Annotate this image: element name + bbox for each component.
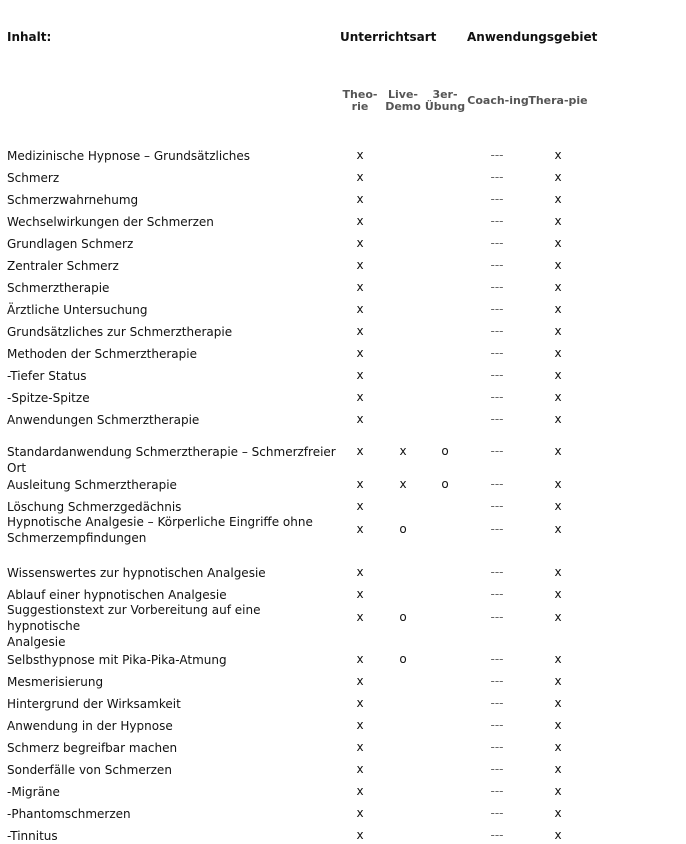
col-coaching-header: Coach-ing: [467, 94, 529, 107]
therapie-mark: x: [554, 444, 562, 458]
anwendungsgebiet-heading: Anwendungsgebiet: [467, 30, 598, 44]
unterrichtsart-heading: Unterrichtsart: [340, 30, 437, 44]
uebung-mark: o: [441, 477, 449, 491]
topic-line: -Migräne: [7, 785, 60, 799]
topic-line: Ablauf einer hypnotischen Analgesie: [7, 588, 227, 602]
theorie-mark: x: [356, 346, 364, 360]
topic-label: [7, 412, 337, 428]
coaching-mark: ---: [490, 784, 504, 798]
theorie-mark: x: [356, 258, 364, 272]
topic-label: [7, 477, 337, 493]
topic-label: [7, 828, 337, 844]
topic-line: Standardanwendung Schmerztherapie – Schmerzfreier Ort: [7, 445, 336, 475]
therapie-mark: x: [554, 806, 562, 820]
therapie-mark: x: [554, 148, 562, 162]
topic-line: Schmerzempfindungen: [7, 531, 147, 545]
topic-label: [7, 148, 337, 164]
theorie-mark: x: [356, 192, 364, 206]
coaching-mark: ---: [490, 236, 504, 250]
coaching-mark: ---: [490, 477, 504, 491]
therapie-mark: x: [554, 828, 562, 842]
topic-label: [7, 302, 337, 318]
therapie-mark: x: [554, 324, 562, 338]
topic-line: Schmerz: [7, 171, 60, 185]
topic-label: [7, 258, 337, 274]
col-uebung-line1: 3er-: [432, 88, 458, 101]
topic-label: [7, 368, 337, 384]
coaching-mark: ---: [490, 148, 504, 162]
theorie-mark: x: [356, 652, 364, 666]
therapie-mark: x: [554, 302, 562, 316]
topic-label: [7, 762, 337, 778]
therapie-mark: x: [554, 192, 562, 206]
live-demo-mark: o: [399, 652, 407, 666]
theorie-mark: x: [356, 762, 364, 776]
topic-line: Wissenswertes zur hypnotischen Analgesie: [7, 566, 266, 580]
topic-line: -Spitze-Spitze: [7, 391, 90, 405]
coaching-mark: ---: [490, 696, 504, 710]
coaching-mark: ---: [490, 652, 504, 666]
topic-line: Anwendungen Schmerztherapie: [7, 413, 200, 427]
therapie-mark: x: [554, 652, 562, 666]
coaching-mark: ---: [490, 170, 504, 184]
therapie-mark: x: [554, 784, 562, 798]
theorie-mark: x: [356, 477, 364, 491]
topic-label: [7, 740, 337, 756]
topic-label: [7, 652, 337, 668]
coaching-mark: ---: [490, 412, 504, 426]
topic-line: Grundsätzliches zur Schmerztherapie: [7, 325, 233, 339]
topic-label: [7, 324, 337, 340]
topic-label: [7, 214, 337, 230]
theorie-mark: x: [356, 565, 364, 579]
therapie-mark: x: [554, 280, 562, 294]
coaching-mark: ---: [490, 806, 504, 820]
live-demo-mark: x: [399, 477, 407, 491]
coaching-mark: ---: [490, 258, 504, 272]
therapie-mark: x: [554, 762, 562, 776]
coaching-mark: ---: [490, 302, 504, 316]
topic-line: -Tinnitus: [7, 829, 58, 843]
live-demo-mark: o: [399, 522, 407, 536]
topic-line: Suggestionstext zur Vorbereitung auf eine hypnotische: [7, 603, 261, 633]
topic-label: [7, 602, 337, 650]
therapie-mark: x: [554, 390, 562, 404]
therapie-mark: x: [554, 412, 562, 426]
theorie-mark: x: [356, 522, 364, 536]
topic-line: Selbsthypnose mit Pika-Pika-Atmung: [7, 653, 227, 667]
theorie-mark: x: [356, 214, 364, 228]
theorie-mark: x: [356, 806, 364, 820]
coaching-mark: ---: [490, 674, 504, 688]
topic-label: [7, 192, 337, 208]
col-uebung-header: [423, 89, 467, 113]
topic-line: Medizinische Hypnose – Grundsätzliches: [7, 149, 251, 163]
theorie-mark: x: [356, 148, 364, 162]
therapie-mark: x: [554, 674, 562, 688]
theorie-mark: x: [356, 740, 364, 754]
topic-label: [7, 499, 337, 515]
therapie-mark: x: [554, 740, 562, 754]
col-theorie-line2: rie: [351, 100, 369, 113]
topic-line: Schmerztherapie: [7, 281, 110, 295]
theorie-mark: x: [356, 324, 364, 338]
topic-label: [7, 784, 337, 800]
topic-line: Mesmerisierung: [7, 675, 104, 689]
theorie-mark: x: [356, 718, 364, 732]
theorie-mark: x: [356, 170, 364, 184]
topic-label: [7, 674, 337, 690]
therapie-mark: x: [554, 610, 562, 624]
theorie-mark: x: [356, 236, 364, 250]
theorie-mark: x: [356, 280, 364, 294]
therapie-mark: x: [554, 258, 562, 272]
topic-label: [7, 390, 337, 406]
therapie-mark: x: [554, 522, 562, 536]
therapie-mark: x: [554, 236, 562, 250]
col-live-demo-header: [381, 89, 425, 113]
coaching-mark: ---: [490, 324, 504, 338]
therapie-mark: x: [554, 368, 562, 382]
topic-label: [7, 444, 337, 476]
therapie-mark: x: [554, 170, 562, 184]
topic-line: Schmerzwahrnehumg: [7, 193, 139, 207]
theorie-mark: x: [356, 444, 364, 458]
topic-label: [7, 565, 337, 581]
topic-line: Zentraler Schmerz: [7, 259, 119, 273]
coaching-mark: ---: [490, 499, 504, 513]
therapie-mark: x: [554, 214, 562, 228]
therapie-mark: x: [554, 346, 562, 360]
coaching-mark: ---: [490, 587, 504, 601]
topic-label: [7, 806, 337, 822]
therapie-mark: x: [554, 499, 562, 513]
topic-label: [7, 587, 337, 603]
coaching-mark: ---: [490, 214, 504, 228]
topic-label: [7, 514, 337, 546]
col-theorie-line1: Theo-: [342, 88, 378, 101]
theorie-mark: x: [356, 302, 364, 316]
theorie-mark: x: [356, 696, 364, 710]
topic-label: [7, 718, 337, 734]
live-demo-mark: x: [399, 444, 407, 458]
coaching-mark: ---: [490, 280, 504, 294]
col-live-demo-line1: Live-: [388, 88, 418, 101]
inhalt-heading: Inhalt:: [7, 30, 52, 44]
theorie-mark: x: [356, 610, 364, 624]
theorie-mark: x: [356, 368, 364, 382]
topic-line: Schmerz begreifbar machen: [7, 741, 178, 755]
coaching-mark: ---: [490, 368, 504, 382]
topic-label: [7, 170, 337, 186]
therapie-mark: x: [554, 696, 562, 710]
topic-line: Methoden der Schmerztherapie: [7, 347, 197, 361]
theorie-mark: x: [356, 412, 364, 426]
coaching-mark: ---: [490, 610, 504, 624]
col-theorie-header: [338, 89, 382, 113]
topic-line: Wechselwirkungen der Schmerzen: [7, 215, 214, 229]
coaching-mark: ---: [490, 346, 504, 360]
topic-line: Hypnotische Analgesie – Körperliche Eingriffe ohne: [7, 515, 313, 529]
col-therapie-header: Thera-pie: [528, 94, 588, 107]
theorie-mark: x: [356, 674, 364, 688]
topic-line: Grundlagen Schmerz: [7, 237, 134, 251]
topic-label: [7, 280, 337, 296]
coaching-mark: ---: [490, 444, 504, 458]
therapie-mark: x: [554, 718, 562, 732]
topic-line: -Tiefer Status: [7, 369, 87, 383]
uebung-mark: o: [441, 444, 449, 458]
theorie-mark: x: [356, 499, 364, 513]
coaching-mark: ---: [490, 740, 504, 754]
coaching-mark: ---: [490, 522, 504, 536]
theorie-mark: x: [356, 828, 364, 842]
therapie-mark: x: [554, 587, 562, 601]
coaching-mark: ---: [490, 390, 504, 404]
theorie-mark: x: [356, 587, 364, 601]
topic-line: Löschung Schmerzgedächnis: [7, 500, 182, 514]
topic-line: Ausleitung Schmerztherapie: [7, 478, 177, 492]
topic-line: -Phantomschmerzen: [7, 807, 131, 821]
col-uebung-line2: Übung: [424, 100, 466, 113]
coaching-mark: ---: [490, 718, 504, 732]
coaching-mark: ---: [490, 762, 504, 776]
live-demo-mark: o: [399, 610, 407, 624]
topic-line: Sonderfälle von Schmerzen: [7, 763, 172, 777]
topic-label: [7, 236, 337, 252]
topic-label: [7, 346, 337, 362]
therapie-mark: x: [554, 477, 562, 491]
therapie-mark: x: [554, 565, 562, 579]
theorie-mark: x: [356, 784, 364, 798]
coaching-mark: ---: [490, 565, 504, 579]
col-live-demo-line2: Demo: [385, 100, 421, 113]
topic-line: Analgesie: [7, 635, 66, 649]
coaching-mark: ---: [490, 192, 504, 206]
topic-line: Anwendung in der Hypnose: [7, 719, 173, 733]
coaching-mark: ---: [490, 828, 504, 842]
topic-line: Ärztliche Untersuchung: [7, 303, 148, 317]
topic-line: Hintergrund der Wirksamkeit: [7, 697, 181, 711]
topic-label: [7, 696, 337, 712]
theorie-mark: x: [356, 390, 364, 404]
